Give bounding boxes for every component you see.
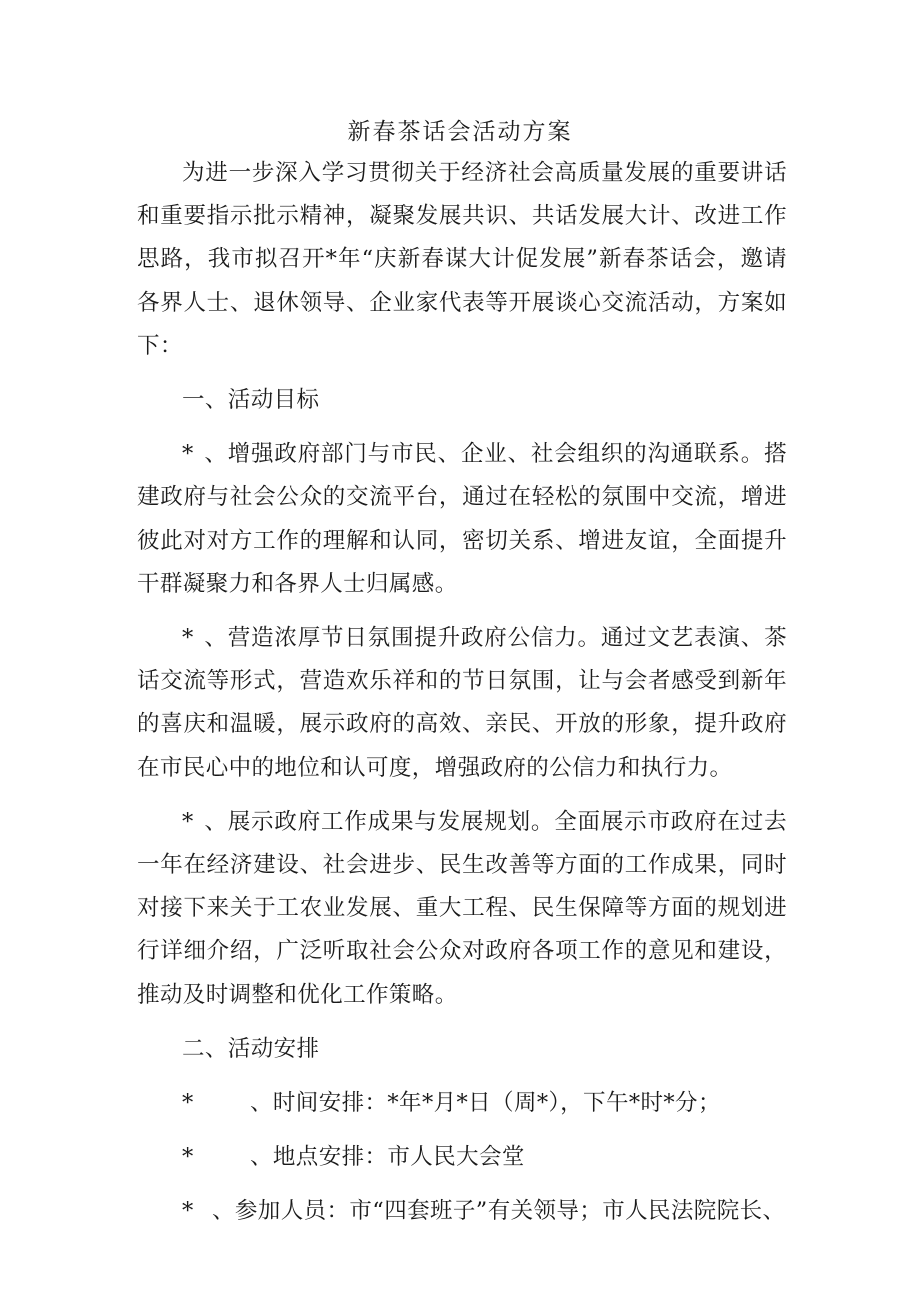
- section-heading-goals: 一、活动目标: [182, 387, 320, 414]
- arrangement-place: [137, 1136, 787, 1179]
- goal-text-1: 、增强政府部门与市民、企业、社会组织的沟通联系。搭建政府与社会公众的交流平台，通过在轻松的氛围中交流，增进彼此对对方工作的理解和认同，密切关系、增进友谊，全面提升干群凝聚力和各界人士归属感。: [137, 441, 787, 597]
- arrangement-people: [137, 1190, 787, 1233]
- section-heading-arrangements: 二、活动安排: [182, 1035, 320, 1062]
- goal-paragraph-2: [137, 617, 787, 790]
- bullet-star: *: [182, 625, 194, 652]
- intro-paragraph: 为进一步深入学习贯彻关于经济社会高质量发展的重要讲话和重要指示批示精神，凝聚发展共识、共话发展大计、改进工作思路，我市拟召开*年“庆新春谋大计促发展”新春茶话会，邀请各界人士、退休领导、企业家代表等开展谈心交流活动，方案如下：: [137, 160, 787, 359]
- bullet-star: *: [182, 1090, 194, 1117]
- arrangement-people-text: 、参加人员：市“四套班子”有关领导；市人民法院院长、: [212, 1198, 786, 1225]
- bullet-star: *: [182, 441, 194, 468]
- goal-paragraph-3: [137, 801, 787, 1017]
- bullet-star: *: [182, 1198, 194, 1225]
- goal-text-3: 、展示政府工作成果与发展规划。全面展示市政府在过去一年在经济建设、社会进步、民生改善等方面的工作成果，同时对接下来关于工农业发展、重大工程、民生保障等方面的规划进行详细介绍，广泛听取社会公众对政府各项工作的意见和建设，推动及时调整和优化工作策略。: [137, 808, 787, 1008]
- arrangement-time-text: 、时间安排：*年*月*日（周*），下午*时*分；: [250, 1090, 721, 1117]
- goal-paragraph-1: [137, 433, 787, 606]
- document-title: 新春茶话会活动方案: [347, 119, 573, 145]
- bullet-star: *: [182, 808, 194, 835]
- document-body: [137, 152, 787, 1234]
- arrangement-place-text: 、地点安排：市人民大会堂: [250, 1144, 525, 1171]
- bullet-star: *: [182, 1144, 194, 1171]
- goal-text-2: 、营造浓厚节日氛围提升政府公信力。通过文艺表演、茶话交流等形式，营造欢乐祥和的节日氛围，让与会者感受到新年的喜庆和温暖，展示政府的高效、亲民、开放的形象，提升政府在市民心中的地位和认可度，增强政府的公信力和执行力。: [137, 625, 787, 781]
- arrangement-time: [137, 1082, 787, 1125]
